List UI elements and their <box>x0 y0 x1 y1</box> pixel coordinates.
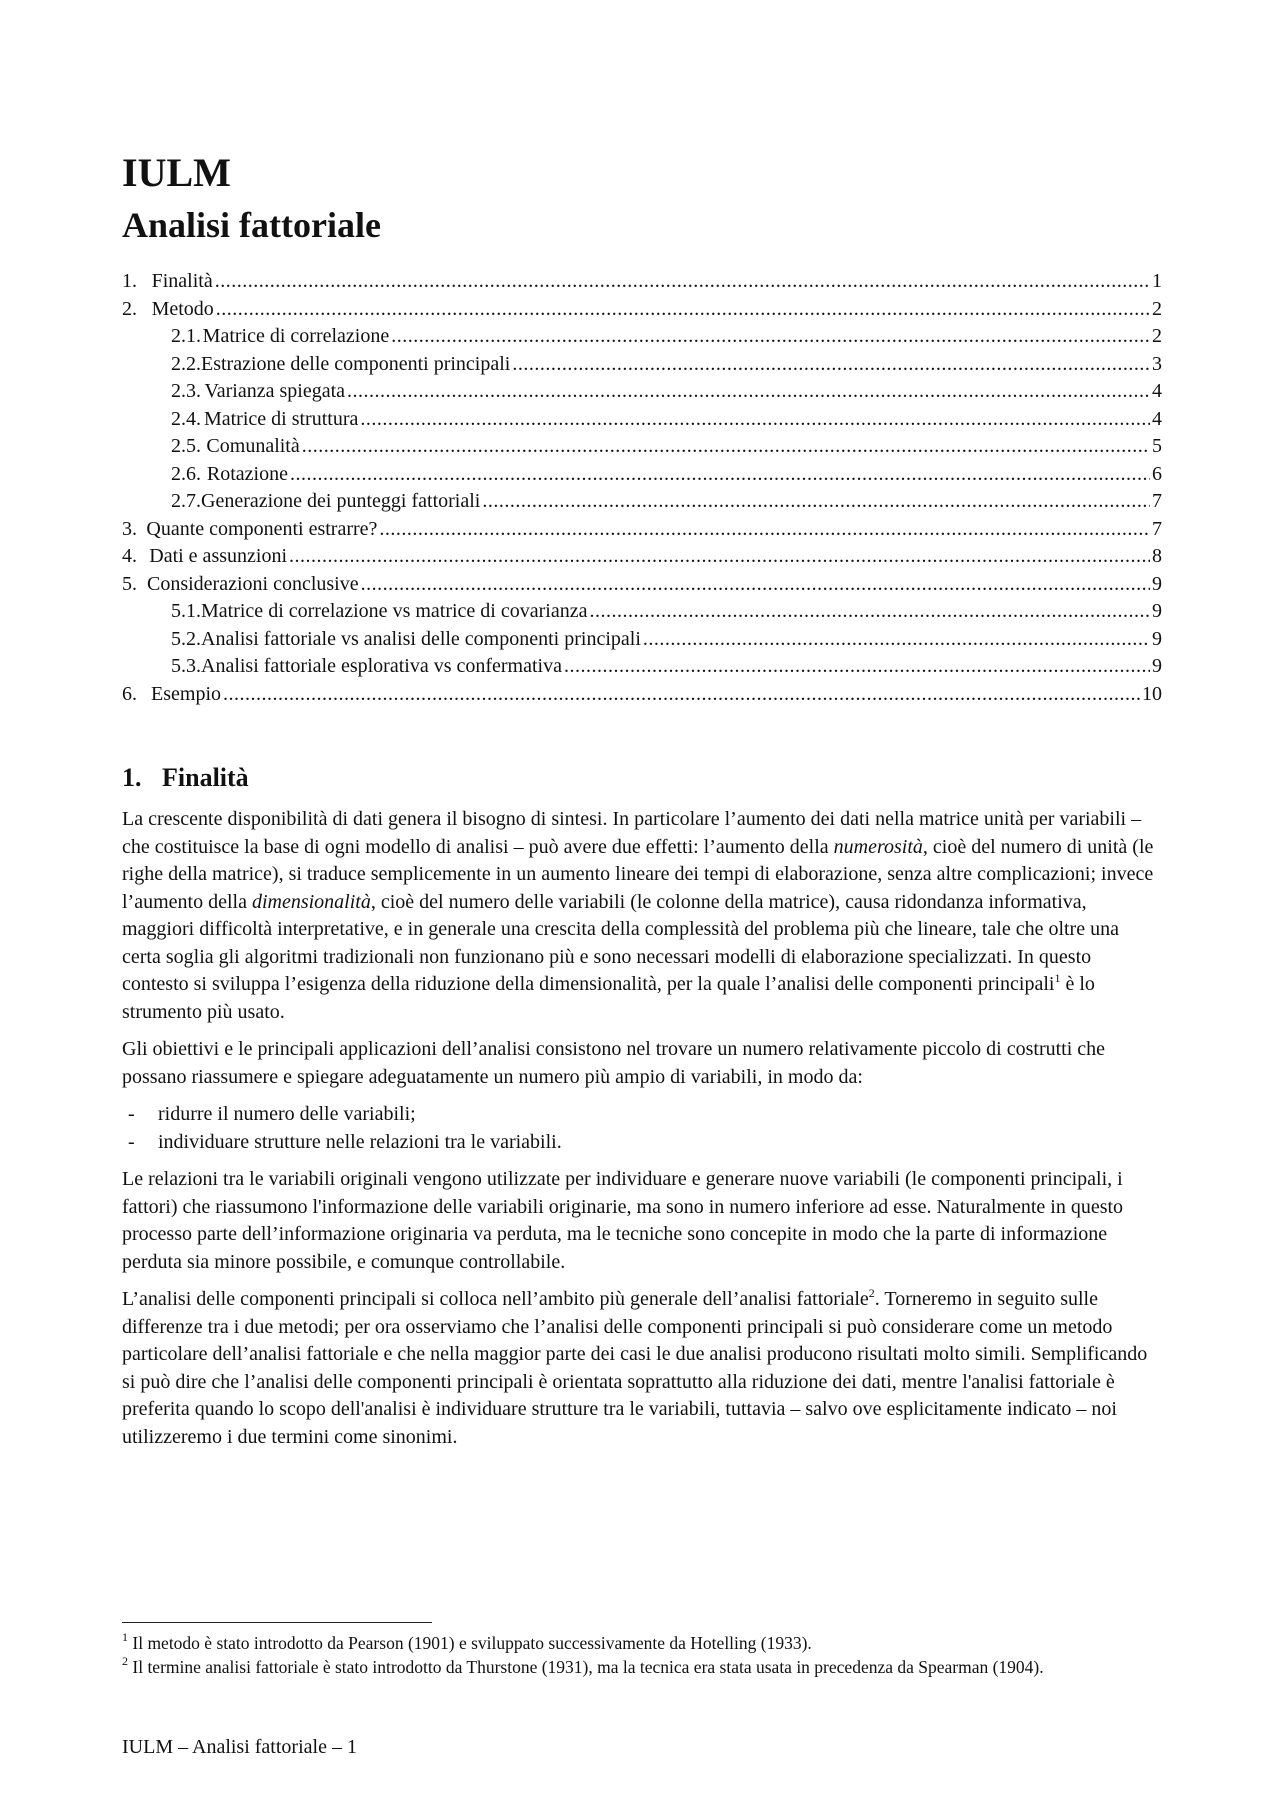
document-subtitle: Analisi fattoriale <box>122 205 381 245</box>
text-run: , cioè del numero delle variabili (le colonne della matrice), causa ridondanza informativa, maggiori difficoltà interpretative, e in generale una crescita della complessità del problema più che lineare, tale che oltre una certa soglia gli algoritmi tradizionali non funzionano più e sono necessari modelli di elaborazione specializzati. In questo contesto si sviluppa l’esigenza della riduzione della dimensionalità, per la quale l’analisi delle componenti principali <box>122 890 1119 995</box>
toc-entry[interactable] <box>122 681 1162 709</box>
page-footer: IULM – Analisi fattoriale – 1 <box>122 1736 357 1758</box>
toc-entry-number: 2.5. <box>171 435 201 457</box>
toc-entry[interactable] <box>122 653 1162 681</box>
toc-entry-page: 4 <box>1152 407 1162 430</box>
toc-entry-label: Matrice di correlazione vs matrice di covarianza <box>201 600 588 622</box>
section-heading-finalita <box>122 762 1162 794</box>
toc-leader-dots <box>391 323 1150 351</box>
toc-entry[interactable] <box>122 461 1162 489</box>
toc-entry-page: 6 <box>1152 462 1162 485</box>
toc-leader-dots <box>482 488 1150 516</box>
toc-entry-label: Dati e assunzioni <box>149 545 287 567</box>
emphasis-dimensionalita: dimensionalità <box>251 890 371 913</box>
toc-entry-number: 3. <box>122 517 137 540</box>
toc-entry-page: 9 <box>1152 627 1162 650</box>
toc-entry[interactable] <box>122 351 1162 379</box>
toc-entry-number: 2.7. <box>171 490 201 512</box>
toc-entry-label: Comunalità <box>206 435 300 457</box>
toc-entry-page: 7 <box>1152 490 1162 512</box>
toc-entry[interactable] <box>122 626 1162 654</box>
paragraph-2: Gli obiettivi e le principali applicazioni dell’analisi consistono nel trovare un numero relativamente piccolo di costrutti che possano riassumere e spiegare adeguatamente un numero più ampio di variabili, in modo da: <box>122 1038 1106 1088</box>
toc-entry[interactable] <box>122 543 1162 571</box>
text-run: L’analisi delle componenti principali si colloca nell’ambito più generale dell’analisi fattoriale <box>122 1288 869 1310</box>
footnote-ref-2[interactable]: 2 <box>868 1286 875 1300</box>
toc-entry-number: 2.1. <box>171 325 201 347</box>
toc-entry[interactable] <box>122 268 1162 296</box>
toc-entry[interactable] <box>122 516 1162 544</box>
list-item-text: ridurre il numero delle variabili; <box>158 1103 416 1125</box>
section-title: Finalità <box>162 763 249 792</box>
paragraph-4 <box>122 1286 1162 1451</box>
text-run: La crescente disponibilità di dati genera il bisogno di sintesi. In particolare l’aumento dei dati nella matrice unità per variabili – che costituisce la base di ogni modello di analisi – può avere due effetti: l’aumento della <box>122 808 1142 858</box>
toc-leader-dots <box>361 571 1150 599</box>
footnote-ref-1[interactable]: 1 <box>1054 971 1061 985</box>
paragraph-1 <box>122 806 1162 1026</box>
toc-entry-page: 1 <box>1152 270 1162 292</box>
toc-entry-label: Generazione dei punteggi fattoriali <box>201 490 481 512</box>
toc-entry[interactable] <box>122 433 1162 461</box>
toc-entry-label: Varianza spiegata <box>204 380 346 402</box>
text-run: , cioè del numero di unità (le righe della matrice), si traduce semplicemente in un aumento lineare dei tempi di elaborazione, senza altre complicazioni; invece l’aumento della <box>122 835 1154 913</box>
toc-entry-label: Estrazione delle componenti principali <box>201 352 511 375</box>
document-title: IULM <box>122 150 231 195</box>
page-content <box>122 150 1162 1461</box>
paragraph-3: Le relazioni tra le variabili originali vengono utilizzate per individuare e generare nuove variabili (le componenti principali, i fattori) che riassumono l'informazione delle variabili originarie, ma sono in numero inferiore ad esse. Naturalmente in questo processo parte dell’informazione originaria va perduta, ma le tecniche sono concepite in modo che la parte di informazione perduta sia minore possibile, e comunque controllabile. <box>122 1168 1124 1273</box>
toc-entry-page: 4 <box>1152 380 1162 402</box>
text-run: è lo strumento più usato. <box>122 973 1095 1023</box>
list-item <box>122 1101 1162 1129</box>
toc-entry-label: Analisi fattoriale esplorativa vs confermativa <box>201 655 562 677</box>
toc-entry-number: 5. <box>122 572 137 595</box>
list-item-text: individuare strutture nelle relazioni tra le variabili. <box>158 1130 562 1153</box>
bullet-dash: - <box>128 1130 135 1153</box>
toc-entry-page: 10 <box>1142 682 1162 705</box>
toc-leader-dots <box>289 543 1150 571</box>
toc-entry-number: 6. <box>122 682 137 705</box>
toc-entry[interactable] <box>122 488 1162 516</box>
toc-entry[interactable] <box>122 378 1162 406</box>
bullet-dash: - <box>128 1103 135 1125</box>
footnote-text: Il termine analisi fattoriale è stato introdotto da Thurstone (1931), ma la tecnica era stata usata in precedenza da Spearman (1904). <box>128 1657 1044 1677</box>
footnotes <box>122 1631 1162 1679</box>
toc-leader-dots <box>643 626 1150 654</box>
toc-entry-number: 5.3. <box>171 655 201 677</box>
footnote-number: 1 <box>122 1630 128 1644</box>
toc-entry-label: Rotazione <box>206 462 288 485</box>
footnote-number: 2 <box>122 1654 128 1668</box>
table-of-contents <box>122 268 1162 708</box>
toc-entry[interactable] <box>122 598 1162 626</box>
toc-leader-dots <box>360 406 1150 434</box>
toc-entry-number: 1. <box>122 270 137 292</box>
toc-entry[interactable] <box>122 571 1162 599</box>
toc-entry-number: 2. <box>122 297 137 320</box>
toc-entry-number: 4. <box>122 545 137 567</box>
toc-entry-number: 2.4. <box>171 407 201 430</box>
toc-entry-label: Quante componenti estrarre? <box>146 517 378 540</box>
toc-entry-page: 9 <box>1152 655 1162 677</box>
toc-entry-page: 9 <box>1152 600 1162 622</box>
bullet-list <box>122 1101 1162 1156</box>
toc-entry-number: 2.2. <box>171 352 201 375</box>
toc-entry[interactable] <box>122 406 1162 434</box>
toc-leader-dots <box>589 598 1150 626</box>
text-run: . Torneremo in seguito sulle differenze tra i due metodi; per ora osserviamo che l’analisi delle componenti principali si può considerare come un metodo particolare dell’analisi fattoriale e che nella maggior parte dei casi le due analisi producono risultati molto simili. Semplificando si può dire che l’analisi delle componenti principali è orientata soprattutto alla riduzione dei dati, mentre l'analisi fattoriale è preferita quando lo scopo dell'analisi è individuare strutture tra le variabili, tuttavia – salvo ove esplicitamente indicato – noi utilizzeremo i due termini come sinonimi. <box>122 1288 1148 1448</box>
toc-entry-label: Metodo <box>151 297 214 320</box>
toc-leader-dots <box>512 351 1150 379</box>
toc-entry-label: Considerazioni conclusive <box>146 572 359 595</box>
toc-entry-label: Matrice di correlazione <box>202 325 390 347</box>
toc-entry-page: 5 <box>1152 435 1162 457</box>
toc-entry[interactable] <box>122 323 1162 351</box>
footnote-separator <box>122 1622 432 1623</box>
toc-leader-dots <box>223 681 1140 709</box>
footnote-1 <box>122 1631 1162 1655</box>
toc-entry-page: 3 <box>1152 352 1162 375</box>
footnote-text: Il metodo è stato introdotto da Pearson (1901) e sviluppato successivamente da Hotelling (1933). <box>128 1633 812 1653</box>
toc-entry[interactable] <box>122 296 1162 324</box>
toc-entry-page: 9 <box>1152 572 1162 595</box>
toc-entry-label: Matrice di struttura <box>203 407 359 430</box>
toc-leader-dots <box>379 516 1150 544</box>
toc-leader-dots <box>302 433 1150 461</box>
toc-leader-dots <box>564 653 1150 681</box>
toc-entry-number: 5.2. <box>171 627 201 650</box>
toc-leader-dots <box>216 296 1150 324</box>
toc-entry-page: 7 <box>1152 517 1162 540</box>
toc-leader-dots <box>347 378 1150 406</box>
toc-entry-label: Esempio <box>151 682 222 705</box>
toc-entry-number: 2.6. <box>171 462 201 485</box>
toc-entry-number: 2.3. <box>171 380 201 402</box>
emphasis-numerosita: numerosità <box>833 835 923 858</box>
toc-entry-page: 2 <box>1152 297 1162 320</box>
toc-entry-number: 5.1. <box>171 600 201 622</box>
toc-entry-page: 8 <box>1152 545 1162 567</box>
footnote-2 <box>122 1655 1162 1679</box>
toc-entry-label: Analisi fattoriale vs analisi delle componenti principali <box>201 627 641 650</box>
toc-entry-page: 2 <box>1152 325 1162 347</box>
list-item <box>122 1129 1162 1157</box>
section-number: 1. <box>122 763 142 792</box>
toc-leader-dots <box>215 268 1150 296</box>
toc-leader-dots <box>290 461 1150 489</box>
toc-entry-label: Finalità <box>151 270 213 292</box>
